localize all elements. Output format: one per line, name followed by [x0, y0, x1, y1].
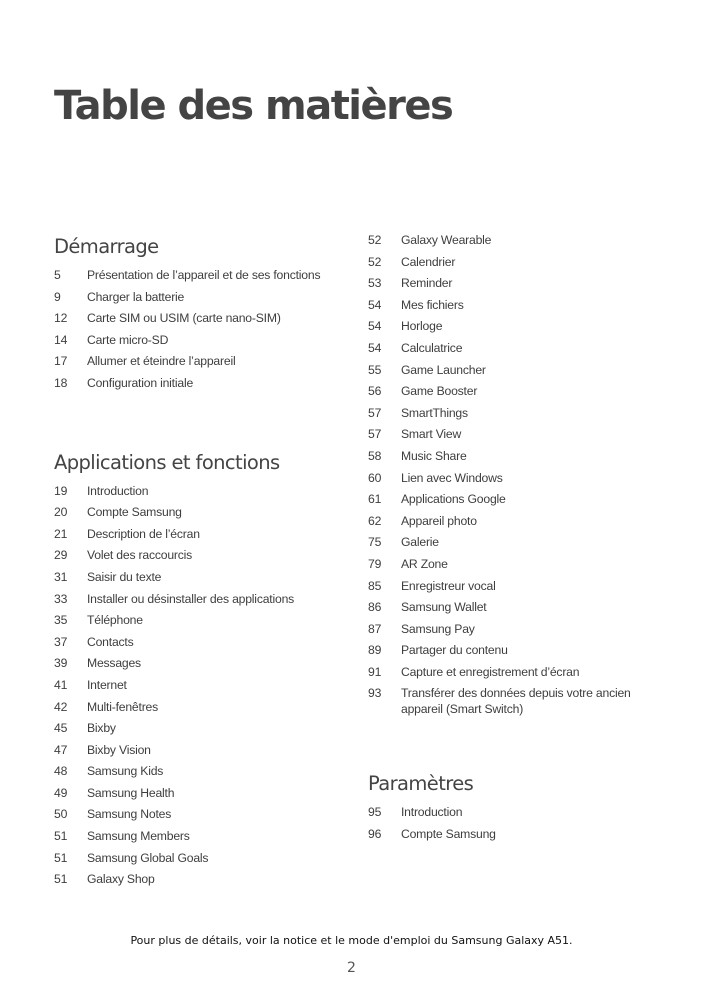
toc-entry-label: Appareil photo	[401, 513, 477, 528]
toc-page-number: 51	[54, 829, 68, 844]
toc-entry[interactable]	[368, 489, 668, 511]
toc-entry-label: Introduction	[87, 483, 149, 498]
toc-entry-label: Configuration initiale	[87, 375, 194, 390]
toc-entry[interactable]	[54, 783, 354, 805]
toc-entry[interactable]	[54, 697, 354, 719]
section-spacer	[54, 395, 354, 447]
toc-page-number: 5	[54, 268, 61, 282]
toc-entry[interactable]	[368, 802, 668, 824]
toc-entry[interactable]	[54, 545, 354, 567]
toc-entry-label: SmartThings	[401, 405, 468, 420]
page-title: Table des matières	[54, 83, 453, 129]
toc-entry[interactable]	[368, 532, 668, 554]
toc-entry[interactable]	[54, 848, 354, 870]
toc-page-number: 14	[54, 332, 68, 347]
toc-entry-label: Internet	[87, 677, 127, 692]
toc-list	[54, 481, 354, 891]
toc-entry[interactable]	[54, 567, 354, 589]
toc-entry[interactable]	[368, 554, 668, 576]
toc-section-applications-continued	[368, 230, 668, 719]
toc-entry[interactable]	[54, 804, 354, 826]
toc-entry-label: AR Zone	[401, 556, 448, 571]
toc-entry[interactable]	[54, 265, 354, 287]
toc-entry-label: Bixby Vision	[87, 742, 151, 757]
toc-page-number: 75	[368, 535, 382, 550]
toc-entry[interactable]	[368, 295, 668, 317]
toc-page-number: 9	[54, 289, 61, 304]
toc-page-number: 85	[368, 578, 382, 593]
toc-entry-label: Samsung Kids	[87, 764, 164, 779]
toc-page-number: 20	[54, 505, 68, 520]
toc-entry[interactable]	[368, 273, 668, 295]
toc-page-number: 95	[368, 805, 382, 820]
toc-entry-label: Allumer et éteindre l’appareil	[87, 354, 236, 369]
toc-entry-label: Calendrier	[401, 254, 456, 269]
toc-section-parametres	[368, 768, 668, 845]
toc-page-number: 55	[368, 362, 382, 377]
toc-entry-label: Game Launcher	[401, 362, 486, 377]
toc-entry[interactable]	[368, 576, 668, 598]
toc-entry[interactable]	[54, 330, 354, 352]
toc-page-number: 93	[368, 686, 382, 701]
toc-page-number: 96	[368, 827, 382, 842]
toc-page-number: 62	[368, 513, 382, 528]
toc-page-number: 57	[368, 427, 382, 442]
toc-list	[368, 802, 668, 845]
toc-entry-label: Calculatrice	[401, 340, 463, 355]
toc-page-number: 79	[368, 556, 382, 571]
toc-entry[interactable]	[54, 718, 354, 740]
section-spacer	[368, 719, 668, 768]
toc-page-number: 51	[54, 872, 68, 887]
toc-entry-label: Samsung Members	[87, 829, 190, 844]
toc-entry-label: Compte Samsung	[87, 505, 182, 520]
toc-entry[interactable]	[54, 502, 354, 524]
section-title: Applications et fonctions	[54, 450, 280, 474]
toc-entry-label: Mes fichiers	[401, 297, 464, 312]
toc-page-number: 89	[368, 643, 382, 658]
toc-entry-label: Capture et enregistrement d’écran	[401, 664, 580, 679]
toc-entry[interactable]	[54, 740, 354, 762]
toc-page-number: 18	[54, 375, 68, 390]
toc-entry[interactable]	[368, 360, 668, 382]
toc-page-number: 21	[54, 526, 68, 541]
toc-list	[368, 230, 668, 719]
toc-entry[interactable]	[368, 230, 668, 252]
toc-entry[interactable]	[54, 373, 354, 395]
toc-entry[interactable]	[54, 761, 354, 783]
toc-page-number: 33	[54, 591, 68, 606]
toc-entry-label: Enregistreur vocal	[401, 578, 496, 593]
toc-page-number: 17	[54, 354, 68, 369]
toc-page-number: 56	[368, 384, 382, 399]
toc-entry-label: Description de l’écran	[87, 526, 200, 541]
toc-page-number: 53	[368, 276, 382, 291]
toc-entry[interactable]	[54, 826, 354, 848]
toc-entry[interactable]	[368, 511, 668, 533]
toc-entry[interactable]	[54, 351, 354, 373]
toc-entry-label: Installer ou désinstaller des applications	[87, 591, 295, 606]
toc-entry[interactable]	[368, 338, 668, 360]
toc-page-number: 50	[54, 807, 68, 822]
toc-entry-label: Charger la batterie	[87, 289, 185, 304]
toc-entry[interactable]	[54, 524, 354, 546]
toc-page-number: 19	[54, 483, 68, 498]
toc-entry-label: Introduction	[401, 805, 463, 820]
toc-entry-label: Galaxy Wearable	[401, 233, 492, 247]
toc-entry-label: Galaxy Shop	[87, 872, 155, 887]
toc-page-number: 54	[368, 340, 382, 355]
toc-page-number: 35	[54, 613, 68, 628]
page-number: 2	[347, 960, 356, 976]
toc-entry-label: Samsung Global Goals	[87, 850, 209, 865]
toc-page-number: 49	[54, 785, 68, 800]
toc-entry[interactable]	[54, 287, 354, 309]
toc-page-number: 39	[54, 656, 68, 671]
toc-entry-label: Samsung Notes	[87, 807, 172, 822]
toc-entry-label: Transférer des données depuis votre ancien appareil (Smart Switch)	[401, 686, 631, 717]
toc-page-number: 51	[54, 850, 68, 865]
toc-page-number: 54	[368, 297, 382, 312]
toc-entry-label: Reminder	[401, 276, 453, 291]
toc-entry[interactable]	[368, 381, 668, 403]
toc-entry[interactable]	[368, 446, 668, 468]
toc-page-number: 48	[54, 764, 68, 779]
toc-page-number: 42	[54, 699, 68, 714]
toc-entry[interactable]	[54, 869, 354, 891]
toc-page-number: 52	[368, 233, 382, 247]
toc-entry-label: Samsung Health	[87, 785, 175, 800]
toc-page-number: 87	[368, 621, 382, 636]
toc-section-demarrage	[54, 231, 354, 395]
toc-entry-label: Applications Google	[401, 492, 506, 507]
toc-entry-label: Compte Samsung	[401, 827, 496, 842]
toc-column-left	[54, 231, 354, 891]
toc-entry-label: Saisir du texte	[87, 569, 162, 584]
toc-page-number: 60	[368, 470, 382, 485]
toc-column-right	[368, 230, 668, 846]
toc-entry-label: Partager du contenu	[401, 643, 508, 658]
toc-entry-label: Bixby	[87, 721, 116, 736]
toc-entry[interactable]	[54, 610, 354, 632]
toc-page-number: 61	[368, 492, 382, 507]
toc-entry-label: Multi-fenêtres	[87, 699, 159, 714]
toc-entry[interactable]	[368, 662, 668, 684]
toc-entry[interactable]	[368, 683, 668, 719]
toc-page-number: 41	[54, 677, 68, 692]
toc-page-number: 12	[54, 311, 68, 326]
toc-entry-label: Messages	[87, 656, 141, 671]
toc-entry[interactable]	[368, 619, 668, 641]
toc-entry-label: Téléphone	[87, 613, 143, 628]
toc-entry[interactable]	[54, 653, 354, 675]
toc-entry-label: Contacts	[87, 634, 134, 649]
toc-entry-label: Volet des raccourcis	[87, 548, 193, 563]
toc-entry[interactable]	[368, 597, 668, 619]
toc-page-number: 52	[368, 254, 382, 269]
toc-entry-label: Galerie	[401, 535, 439, 550]
toc-entry[interactable]	[54, 308, 354, 330]
toc-page-number: 91	[368, 664, 382, 679]
toc-entry[interactable]	[368, 468, 668, 490]
toc-page-number: 57	[368, 405, 382, 420]
toc-entry-label: Music Share	[401, 448, 467, 463]
toc-page-number: 47	[54, 742, 68, 757]
toc-entry[interactable]	[54, 632, 354, 654]
toc-entry[interactable]	[368, 424, 668, 446]
toc-page-number: 45	[54, 721, 68, 736]
toc-page-number: 86	[368, 600, 382, 615]
section-title: Paramètres	[368, 772, 474, 796]
toc-entry-label: Présentation de l’appareil et de ses fonctions	[87, 268, 321, 282]
toc-entry[interactable]	[368, 640, 668, 662]
toc-section-applications	[54, 447, 354, 891]
toc-entry-label: Smart View	[401, 427, 462, 442]
toc-entry-label: Carte SIM ou USIM (carte nano-SIM)	[87, 311, 281, 326]
toc-entry[interactable]	[368, 316, 668, 338]
toc-list	[54, 265, 354, 395]
toc-page-number: 54	[368, 319, 382, 334]
toc-page-number: 29	[54, 548, 68, 563]
toc-entry[interactable]	[368, 403, 668, 425]
toc-entry[interactable]	[368, 252, 668, 274]
toc-entry-label: Samsung Wallet	[401, 600, 487, 615]
toc-entry[interactable]	[54, 481, 354, 503]
toc-entry-label: Carte micro-SD	[87, 332, 169, 347]
toc-page-number: 31	[54, 569, 68, 584]
toc-entry-label: Horloge	[401, 319, 443, 334]
toc-entry[interactable]	[54, 589, 354, 611]
toc-entry-label: Lien avec Windows	[401, 470, 503, 485]
footer-note: Pour plus de détails, voir la notice et le mode d'emploi du Samsung Galaxy A51.	[130, 934, 573, 947]
section-title: Démarrage	[54, 235, 159, 258]
toc-page-number: 37	[54, 634, 68, 649]
toc-entry[interactable]	[54, 675, 354, 697]
toc-entry-label: Game Booster	[401, 384, 478, 399]
toc-page-number: 58	[368, 448, 382, 463]
toc-entry-label: Samsung Pay	[401, 621, 475, 636]
toc-entry[interactable]	[368, 824, 668, 846]
